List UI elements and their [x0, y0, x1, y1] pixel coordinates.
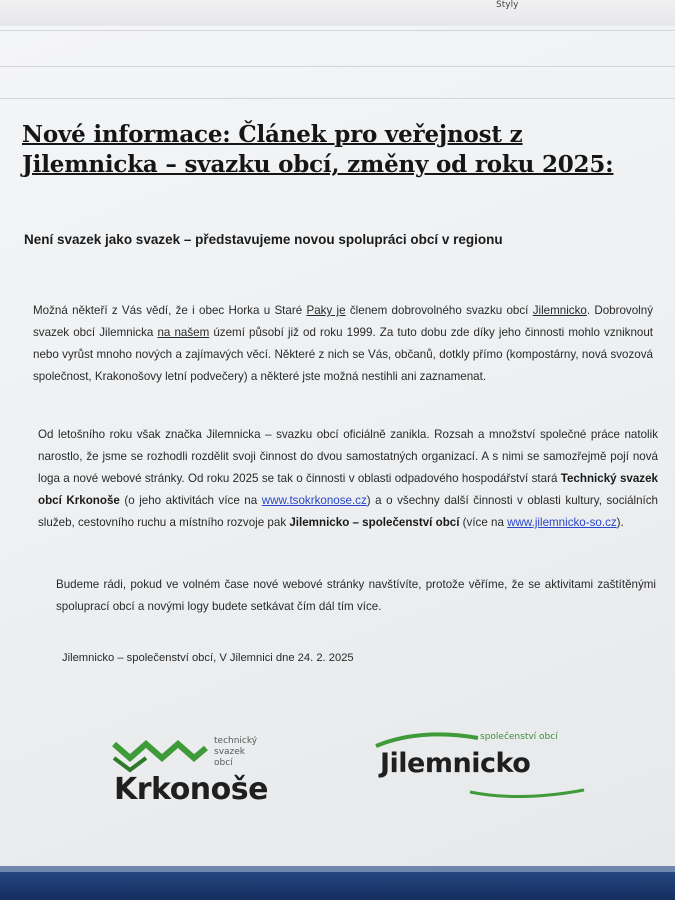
- signature-line: Jilemnicko – společenství obcí, V Jilemnici dne 24. 2. 2025: [62, 652, 354, 664]
- jilemnicko-wordmark: Jilemnicko: [380, 748, 531, 779]
- ruler-line: [0, 66, 675, 67]
- text-run-underlined: na našem: [157, 326, 210, 339]
- krkonose-chevron-icon: [110, 734, 210, 774]
- krkonose-small-text: [214, 736, 257, 769]
- text-run: ) a o všechny další činnosti v oblasti kultury, sociálních služeb, cestovního ruchu a místního rozvoje pak: [38, 494, 659, 529]
- paragraph-intro: [33, 300, 653, 388]
- text-run: členem dobrovolného svazku obcí: [345, 304, 533, 317]
- paragraph-closing: Budeme rádi, pokud ve volném čase nové webové stránky navštívíte, protože věříme, že se aktivitami zaštítěnými spoluprací obcí a novými logy budete setkávat čím dál tím více.: [56, 578, 656, 613]
- text-run: území působí již od roku 1999. Za tuto dobu zde díky jeho činnosti mohlo vzniknout nebo vyrůst mnoho nových a zajímavých věcí. Některé z nich se Vás, občanů, dotkly přímo (kompostárny, nová svozová společnost, Krakonošovy letní podvečery) a některé jste možná nestihli ani zaznamenat.: [33, 326, 654, 383]
- krkonose-wordmark: Krkonoše: [114, 772, 268, 807]
- taskbar: [0, 872, 675, 900]
- paragraph-change: [38, 424, 658, 534]
- link-tsokrkonose[interactable]: www.tsokrkonose.cz: [261, 494, 367, 507]
- krkonose-small-line: svazek: [214, 747, 246, 757]
- jilemnicko-logo: [370, 728, 600, 808]
- text-run: Možná někteří z Vás vědí, že i obec Horka u Staré: [33, 304, 307, 317]
- krkonose-small-line: technický: [214, 736, 258, 746]
- text-run: ).: [616, 516, 624, 529]
- jilemnicko-small-text: společenství obcí: [480, 732, 558, 742]
- styles-group-label[interactable]: Styly: [496, 0, 519, 10]
- text-run-underlined: Paky je: [306, 304, 346, 317]
- krkonose-small-line: obcí: [214, 758, 233, 768]
- text-run: . Dobrovolný svazek obcí Jilemnicka: [33, 304, 653, 339]
- link-jilemnicko-so[interactable]: www.jilemnicko-so.cz: [507, 516, 617, 529]
- ruler-line: [0, 98, 675, 99]
- ruler-line: [0, 30, 675, 31]
- org-name-jilemnicko: Jilemnicko – společenství obcí: [289, 516, 460, 529]
- document-title: Nové informace: Článek pro veřejnost z Jilemnicka – svazku obcí, změny od roku 2025:: [22, 121, 614, 178]
- org-name-tso: Technický svazek obcí Krkonoše: [38, 472, 658, 507]
- krkonose-logo: [110, 732, 300, 812]
- text-run: (o jeho aktivitách více na: [119, 494, 262, 507]
- word-ribbon-bottom: [0, 0, 675, 27]
- text-run-underlined: Jilemnicko: [532, 304, 587, 317]
- text-run: Od letošního roku však značka Jilemnicka – svazku obcí oficiálně zanikla. Rozsah a množství společné práce natolik narostlo, že jsme se rozhodli rozdělit svoji činnost do dvou samostatných organizací. A s nimi se samozřejmě pojí nová loga a nové webové stránky. Od roku 2025 se tak o činnosti v oblasti odpadového hospodářství stará: [38, 428, 658, 485]
- document-subtitle: Není svazek jako svazek – představujeme novou spolupráci obcí v regionu: [24, 232, 503, 247]
- text-run: (více na: [459, 516, 508, 529]
